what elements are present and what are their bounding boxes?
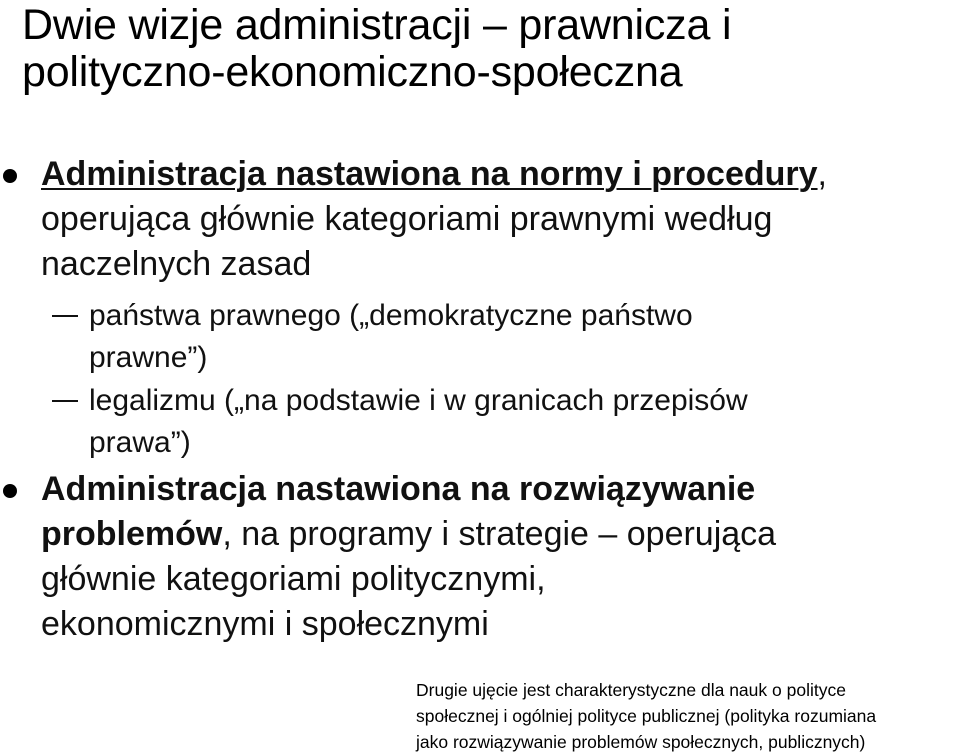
sub-item-line: legalizmu („na podstawie i w granicach przepisów — [89, 384, 748, 417]
bullet-line — [41, 512, 956, 557]
sub-item-line: prawne”) — [89, 341, 208, 374]
footnote-line: Drugie ujęcie jest charakterystyczne dla nauk o polityce — [416, 680, 846, 700]
bullet-line: ekonomicznymi i społecznymi — [41, 605, 489, 643]
bullet-line: naczelnych zasad — [41, 245, 312, 283]
sub-item-text — [89, 295, 949, 379]
bullet-emphasis: Administracja nastawiona na rozwiązywanie — [41, 470, 756, 508]
footnote — [416, 677, 956, 755]
footnote-line: społecznej i ogólniej polityce publicznej (polityka rozumiana — [416, 706, 877, 726]
slide-title — [22, 2, 952, 96]
bullet-continuation: , na programy i strategie – operująca — [222, 515, 777, 553]
footnote-line: jako rozwiązywanie problemów społecznych, publicznych) — [416, 732, 866, 752]
sub-item-line: państwa prawnego („demokratyczne państwo — [89, 299, 693, 332]
bullet-emphasis: Administracja nastawiona na normy i procedury — [41, 155, 818, 193]
bullet-dot-icon — [3, 169, 17, 183]
dash-icon — [52, 400, 78, 402]
sub-item-text — [89, 380, 949, 464]
bullet-line: głównie kategoriami politycznymi, — [41, 560, 546, 598]
bullet-dot-icon — [3, 484, 17, 498]
slide-title-line-1: Dwie wizje administracji – prawnicza i — [22, 1, 732, 49]
sub-item-line: prawa”) — [89, 426, 191, 459]
bullet-punctuation: , — [817, 155, 827, 193]
bullet-emphasis: problemów — [41, 515, 223, 553]
bullet-line: operująca głównie kategoriami prawnymi według — [41, 200, 773, 238]
bullet-text-problems — [41, 467, 956, 647]
dash-icon — [52, 315, 78, 317]
bullet-text-norms — [41, 152, 956, 287]
bullet-line — [41, 152, 956, 197]
slide-title-line-2: polityczno-ekonomiczno-społeczna — [22, 48, 683, 96]
